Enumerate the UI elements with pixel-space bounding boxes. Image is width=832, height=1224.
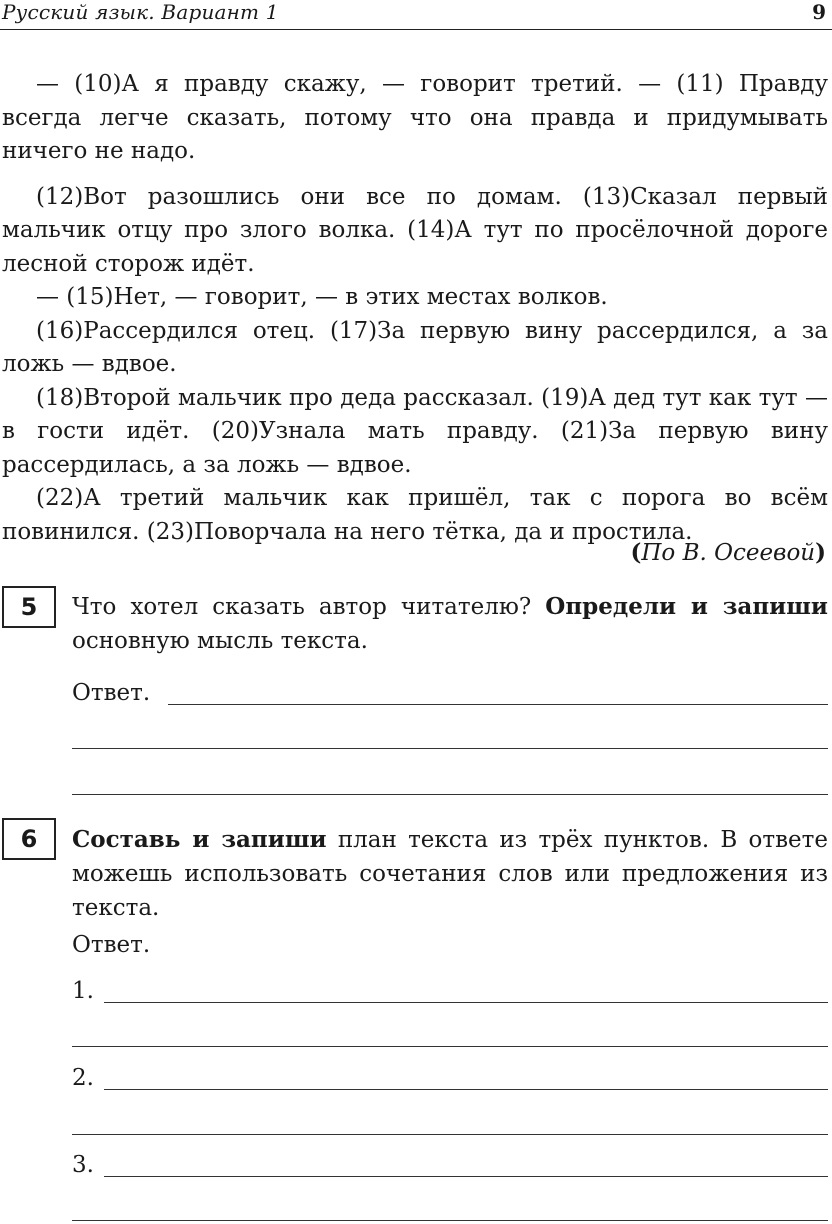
task-5-number: 5 — [2, 586, 56, 628]
plan-item-2-number: 2. — [72, 1065, 94, 1091]
attribution: (По В. Осеевой) — [630, 539, 826, 566]
plan-item-2-line-2[interactable] — [72, 1134, 828, 1135]
task-6-answer-label: Ответ. — [72, 932, 151, 958]
plan-item-3-line-2[interactable] — [72, 1220, 828, 1221]
task-5-answer-line-1[interactable] — [168, 704, 828, 705]
story-text — [2, 68, 828, 549]
story-paragraph-6: (22)А третий мальчик как пришёл, так с порога во всём повинился. (23)Поворчала на него тётка, да и простила. — [2, 485, 828, 545]
plan-item-3-line[interactable] — [104, 1176, 828, 1177]
page-number: 9 — [812, 0, 826, 24]
task-5-answer-line-3[interactable] — [72, 794, 828, 795]
header-divider — [0, 29, 832, 30]
plan-item-3-number: 3. — [72, 1152, 94, 1178]
story-paragraph-3: — (15)Нет, — говорит, — в этих местах волков. — [36, 284, 608, 310]
story-paragraph-2: (12)Вот разошлись они все по домам. (13)Сказал первый мальчик отцу про злого волка. (14)А тут по просёлочной дороге лесной сторож идёт. — [2, 183, 828, 277]
page-header — [0, 0, 832, 30]
plan-item-1-number: 1. — [72, 978, 94, 1004]
header-title: Русский язык. Вариант 1 — [2, 0, 279, 24]
task-5-answer-label: Ответ. — [72, 680, 151, 706]
task-5-answer-line-2[interactable] — [72, 748, 828, 749]
story-paragraph-5: (18)Второй мальчик про деда рассказал. (19)А дед тут как тут — в гости идёт. (20)Узнала мать правду. (21)За первую вину рассердилась, а за ложь — вдвое. — [2, 384, 828, 478]
story-paragraph-1: — (10)А я правду скажу, — говорит третий. — (11) Правду всегда легче сказать, потому что она правда и придумывать ничего не надо. — [2, 71, 828, 164]
task-6-number: 6 — [2, 818, 56, 860]
plan-item-1-line-2[interactable] — [72, 1046, 828, 1047]
story-paragraph-4: (16)Рассердился отец. (17)За первую вину рассердился, а за ложь — вдвое. — [2, 317, 828, 377]
task-5-question: Что хотел сказать автор читателю? Определи и запиши основную мысль текста. — [72, 593, 828, 654]
attribution-author: По В. Осеевой — [641, 540, 816, 566]
plan-item-2-line[interactable] — [104, 1089, 828, 1090]
plan-item-1-line[interactable] — [104, 1002, 828, 1003]
task-6-question: Составь и запиши план текста из трёх пунктов. В ответе можешь использовать сочетания слов или предложения из текста. — [72, 826, 828, 921]
